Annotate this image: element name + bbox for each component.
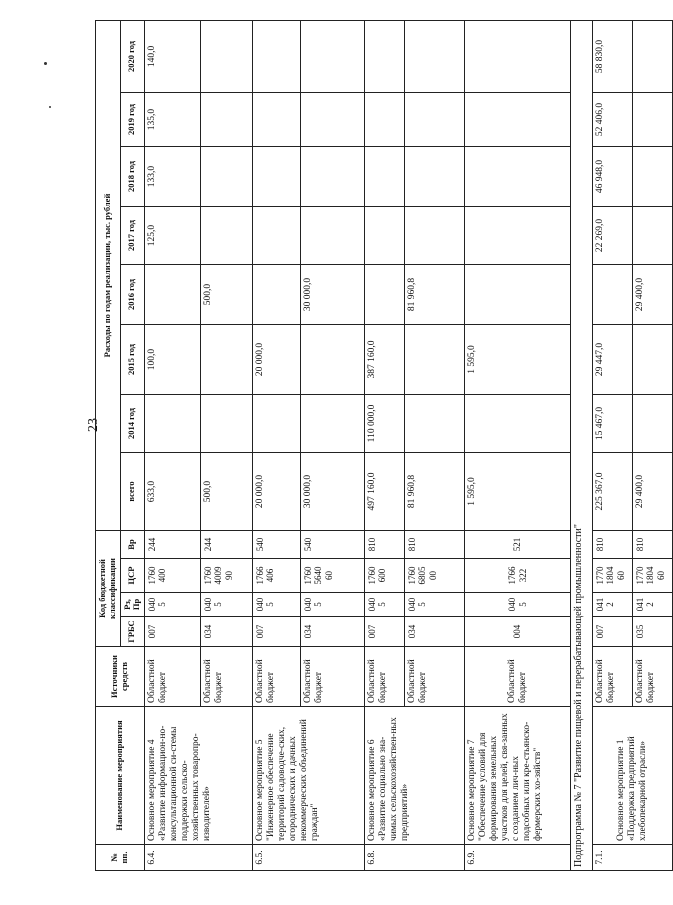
row-source: Областной бюджет <box>593 647 633 707</box>
row-2016: 500,0 <box>201 265 253 325</box>
row-grbs: 034 <box>301 617 365 647</box>
row-2016 <box>253 265 301 325</box>
header-year-2018: 2018 год <box>120 147 145 207</box>
row-rzpr: 041 2 <box>633 593 673 617</box>
row-csr: 1770 1804 60 <box>633 559 673 593</box>
row-grbs: 004 <box>465 617 571 647</box>
row-num: 7.1. <box>593 845 673 871</box>
row-2015 <box>405 325 465 395</box>
row-csr: 1760 600 <box>365 559 405 593</box>
row-2017 <box>365 207 405 265</box>
header-budget-code: Код бюджетной классификации <box>96 531 121 647</box>
row-2020 <box>253 20 301 92</box>
row-vr: 540 <box>301 531 365 559</box>
row-rzpr: 040 5 <box>365 593 405 617</box>
row-source: Областной бюджет <box>253 647 301 707</box>
row-2018 <box>405 147 465 207</box>
row-2014 <box>301 395 365 453</box>
table-row <box>465 20 571 870</box>
header-year-2015: 2015 год <box>120 325 145 395</box>
table-row <box>253 20 301 870</box>
row-2015: 1 595,0 <box>465 325 571 395</box>
row-2016 <box>593 265 633 325</box>
row-2016: 81 960,8 <box>405 265 465 325</box>
row-csr: 1760 5640 60 <box>301 559 365 593</box>
row-csr: 1760 400 <box>145 559 201 593</box>
row-2014 <box>465 395 571 453</box>
row-2018: 46 948,0 <box>593 147 633 207</box>
subprogram-row <box>571 20 593 870</box>
row-name: Основное мероприятие 6 «Развитие социально зна-чимых сельскохозяйствен-ных предприятий» <box>365 707 465 845</box>
row-source: Областной бюджет <box>405 647 465 707</box>
row-2017: 22 269,0 <box>593 207 633 265</box>
row-rzpr: 040 5 <box>145 593 201 617</box>
row-name: Основное мероприятие 4 «Развитие информацион-но-консультационной си-стемы поддержки сельско-хозяйственных товаропро-изводителей» <box>145 707 253 845</box>
row-vr: 810 <box>593 531 633 559</box>
row-rzpr: 040 5 <box>253 593 301 617</box>
row-grbs: 034 <box>405 617 465 647</box>
row-grbs: 035 <box>633 617 673 647</box>
scan-speck <box>49 106 51 108</box>
row-total: 81 960,8 <box>405 453 465 531</box>
row-2015: 29 447,0 <box>593 325 633 395</box>
scan-speck <box>44 62 47 65</box>
table-row <box>365 20 405 870</box>
row-total: 500,0 <box>201 453 253 531</box>
row-rzpr: 040 5 <box>405 593 465 617</box>
row-2014 <box>145 395 201 453</box>
row-source: Областной бюджет <box>301 647 365 707</box>
row-2019 <box>201 93 253 147</box>
row-csr: 1760 4009 90 <box>201 559 253 593</box>
rotated-table-container <box>95 21 666 871</box>
row-2020 <box>405 20 465 92</box>
header-expenses: Расходы по годам реализации, тыс. рублей <box>96 20 121 530</box>
row-csr: 1760 6805 00 <box>405 559 465 593</box>
page-number: 23 <box>86 418 101 432</box>
row-2020: 140,0 <box>145 20 201 92</box>
row-2017 <box>201 207 253 265</box>
row-2018 <box>301 147 365 207</box>
row-2017 <box>253 207 301 265</box>
row-2019 <box>405 93 465 147</box>
row-2015: 20 000,0 <box>253 325 301 395</box>
row-source: Областной бюджет <box>201 647 253 707</box>
table-row <box>145 20 201 870</box>
row-2017 <box>633 207 673 265</box>
row-2014: 15 467,0 <box>593 395 633 453</box>
row-total: 1 595,0 <box>465 453 571 531</box>
row-2019 <box>633 93 673 147</box>
budget-table <box>95 20 673 871</box>
subprogram-title: Подпрограмма № 7 "Развитие пищевой и перерабатывающей промышленности" <box>571 20 593 870</box>
row-2020 <box>633 20 673 92</box>
row-2014 <box>201 395 253 453</box>
row-2020: 58 830,0 <box>593 20 633 92</box>
header-num: № пп. <box>96 845 145 871</box>
header-rzpr: Рз, Пр <box>120 593 145 617</box>
header-year-2016: 2016 год <box>120 265 145 325</box>
row-2019: 52 406,0 <box>593 93 633 147</box>
row-rzpr: 040 5 <box>201 593 253 617</box>
row-vr: 810 <box>405 531 465 559</box>
row-2014 <box>405 395 465 453</box>
row-num: 6.9. <box>465 845 571 871</box>
row-total: 20 000,0 <box>253 453 301 531</box>
row-vr: 810 <box>365 531 405 559</box>
row-total: 29 400,0 <box>633 453 673 531</box>
row-2020 <box>465 20 571 92</box>
row-2018 <box>365 147 405 207</box>
row-2016 <box>145 265 201 325</box>
row-2017: 125,0 <box>145 207 201 265</box>
header-year-2020: 2020 год <box>120 20 145 92</box>
row-2014 <box>253 395 301 453</box>
header-grbs: ГРБС <box>120 617 145 647</box>
row-2018 <box>201 147 253 207</box>
row-2019 <box>465 93 571 147</box>
row-csr: 1766 322 <box>465 559 571 593</box>
row-csr: 1766 406 <box>253 559 301 593</box>
row-source: Областной бюджет <box>365 647 405 707</box>
row-2019 <box>253 93 301 147</box>
row-2019 <box>365 93 405 147</box>
row-2015: 100,0 <box>145 325 201 395</box>
row-2017 <box>405 207 465 265</box>
header-year-2014: 2014 год <box>120 395 145 453</box>
header-total: всего <box>120 453 145 531</box>
row-csr: 1770 1804 60 <box>593 559 633 593</box>
row-2019: 135,0 <box>145 93 201 147</box>
row-2020 <box>301 20 365 92</box>
row-2020 <box>365 20 405 92</box>
header-vr: Вр <box>120 531 145 559</box>
row-2014: 110 000,0 <box>365 395 405 453</box>
row-2018 <box>633 147 673 207</box>
row-2016 <box>465 265 571 325</box>
row-grbs: 007 <box>593 617 633 647</box>
row-name: Основное мероприятие 7 "Обеспечение условий для формирования земельных участков для целей, свя-занных с созданием лич-ных подсобных или кре-стьянско-фермерских хо-зяйств" <box>465 707 571 845</box>
row-name: Основное мероприятие 1 «Поддержка предприятий хлебопекарной отрасли» <box>593 707 673 845</box>
row-total: 497 160,0 <box>365 453 405 531</box>
row-vr: 521 <box>465 531 571 559</box>
header-year-2019: 2019 год <box>120 93 145 147</box>
row-2015 <box>633 325 673 395</box>
row-grbs: 007 <box>145 617 201 647</box>
row-2018 <box>465 147 571 207</box>
row-2016 <box>365 265 405 325</box>
row-2017 <box>301 207 365 265</box>
row-vr: 540 <box>253 531 301 559</box>
row-source: Областной бюджет <box>633 647 673 707</box>
row-2016: 29 400,0 <box>633 265 673 325</box>
row-2015 <box>201 325 253 395</box>
row-2015: 387 160,0 <box>365 325 405 395</box>
row-2020 <box>201 20 253 92</box>
row-rzpr: 040 5 <box>465 593 571 617</box>
row-total: 30 000,0 <box>301 453 365 531</box>
row-2017 <box>465 207 571 265</box>
row-2019 <box>301 93 365 147</box>
row-vr: 244 <box>145 531 201 559</box>
row-2016: 30 000,0 <box>301 265 365 325</box>
row-2018 <box>253 147 301 207</box>
row-source: Областной бюджет <box>465 647 571 707</box>
row-grbs: 034 <box>201 617 253 647</box>
header-csr: ЦСР <box>120 559 145 593</box>
row-num: 6.5. <box>253 845 365 871</box>
row-vr: 244 <box>201 531 253 559</box>
row-2015 <box>301 325 365 395</box>
row-total: 633,0 <box>145 453 201 531</box>
row-grbs: 007 <box>365 617 405 647</box>
header-row-1 <box>96 20 121 870</box>
row-vr: 810 <box>633 531 673 559</box>
row-rzpr: 040 5 <box>301 593 365 617</box>
row-rzpr: 041 2 <box>593 593 633 617</box>
row-num: 6.8. <box>365 845 465 871</box>
row-grbs: 007 <box>253 617 301 647</box>
row-name: Основное мероприятие 5 "Инженерное обеспечение территорий садоводче-ских, огороднических и дачных некоммерческих объединений граждан" <box>253 707 365 845</box>
row-2014 <box>633 395 673 453</box>
row-2018: 133,0 <box>145 147 201 207</box>
row-total: 225 367,0 <box>593 453 633 531</box>
table-row <box>593 20 633 870</box>
row-num: 6.4. <box>145 845 253 871</box>
header-source: Источники средств <box>96 647 145 707</box>
row-source: Областной бюджет <box>145 647 201 707</box>
header-year-2017: 2017 год <box>120 207 145 265</box>
header-name: Наименование мероприятия <box>96 707 145 845</box>
